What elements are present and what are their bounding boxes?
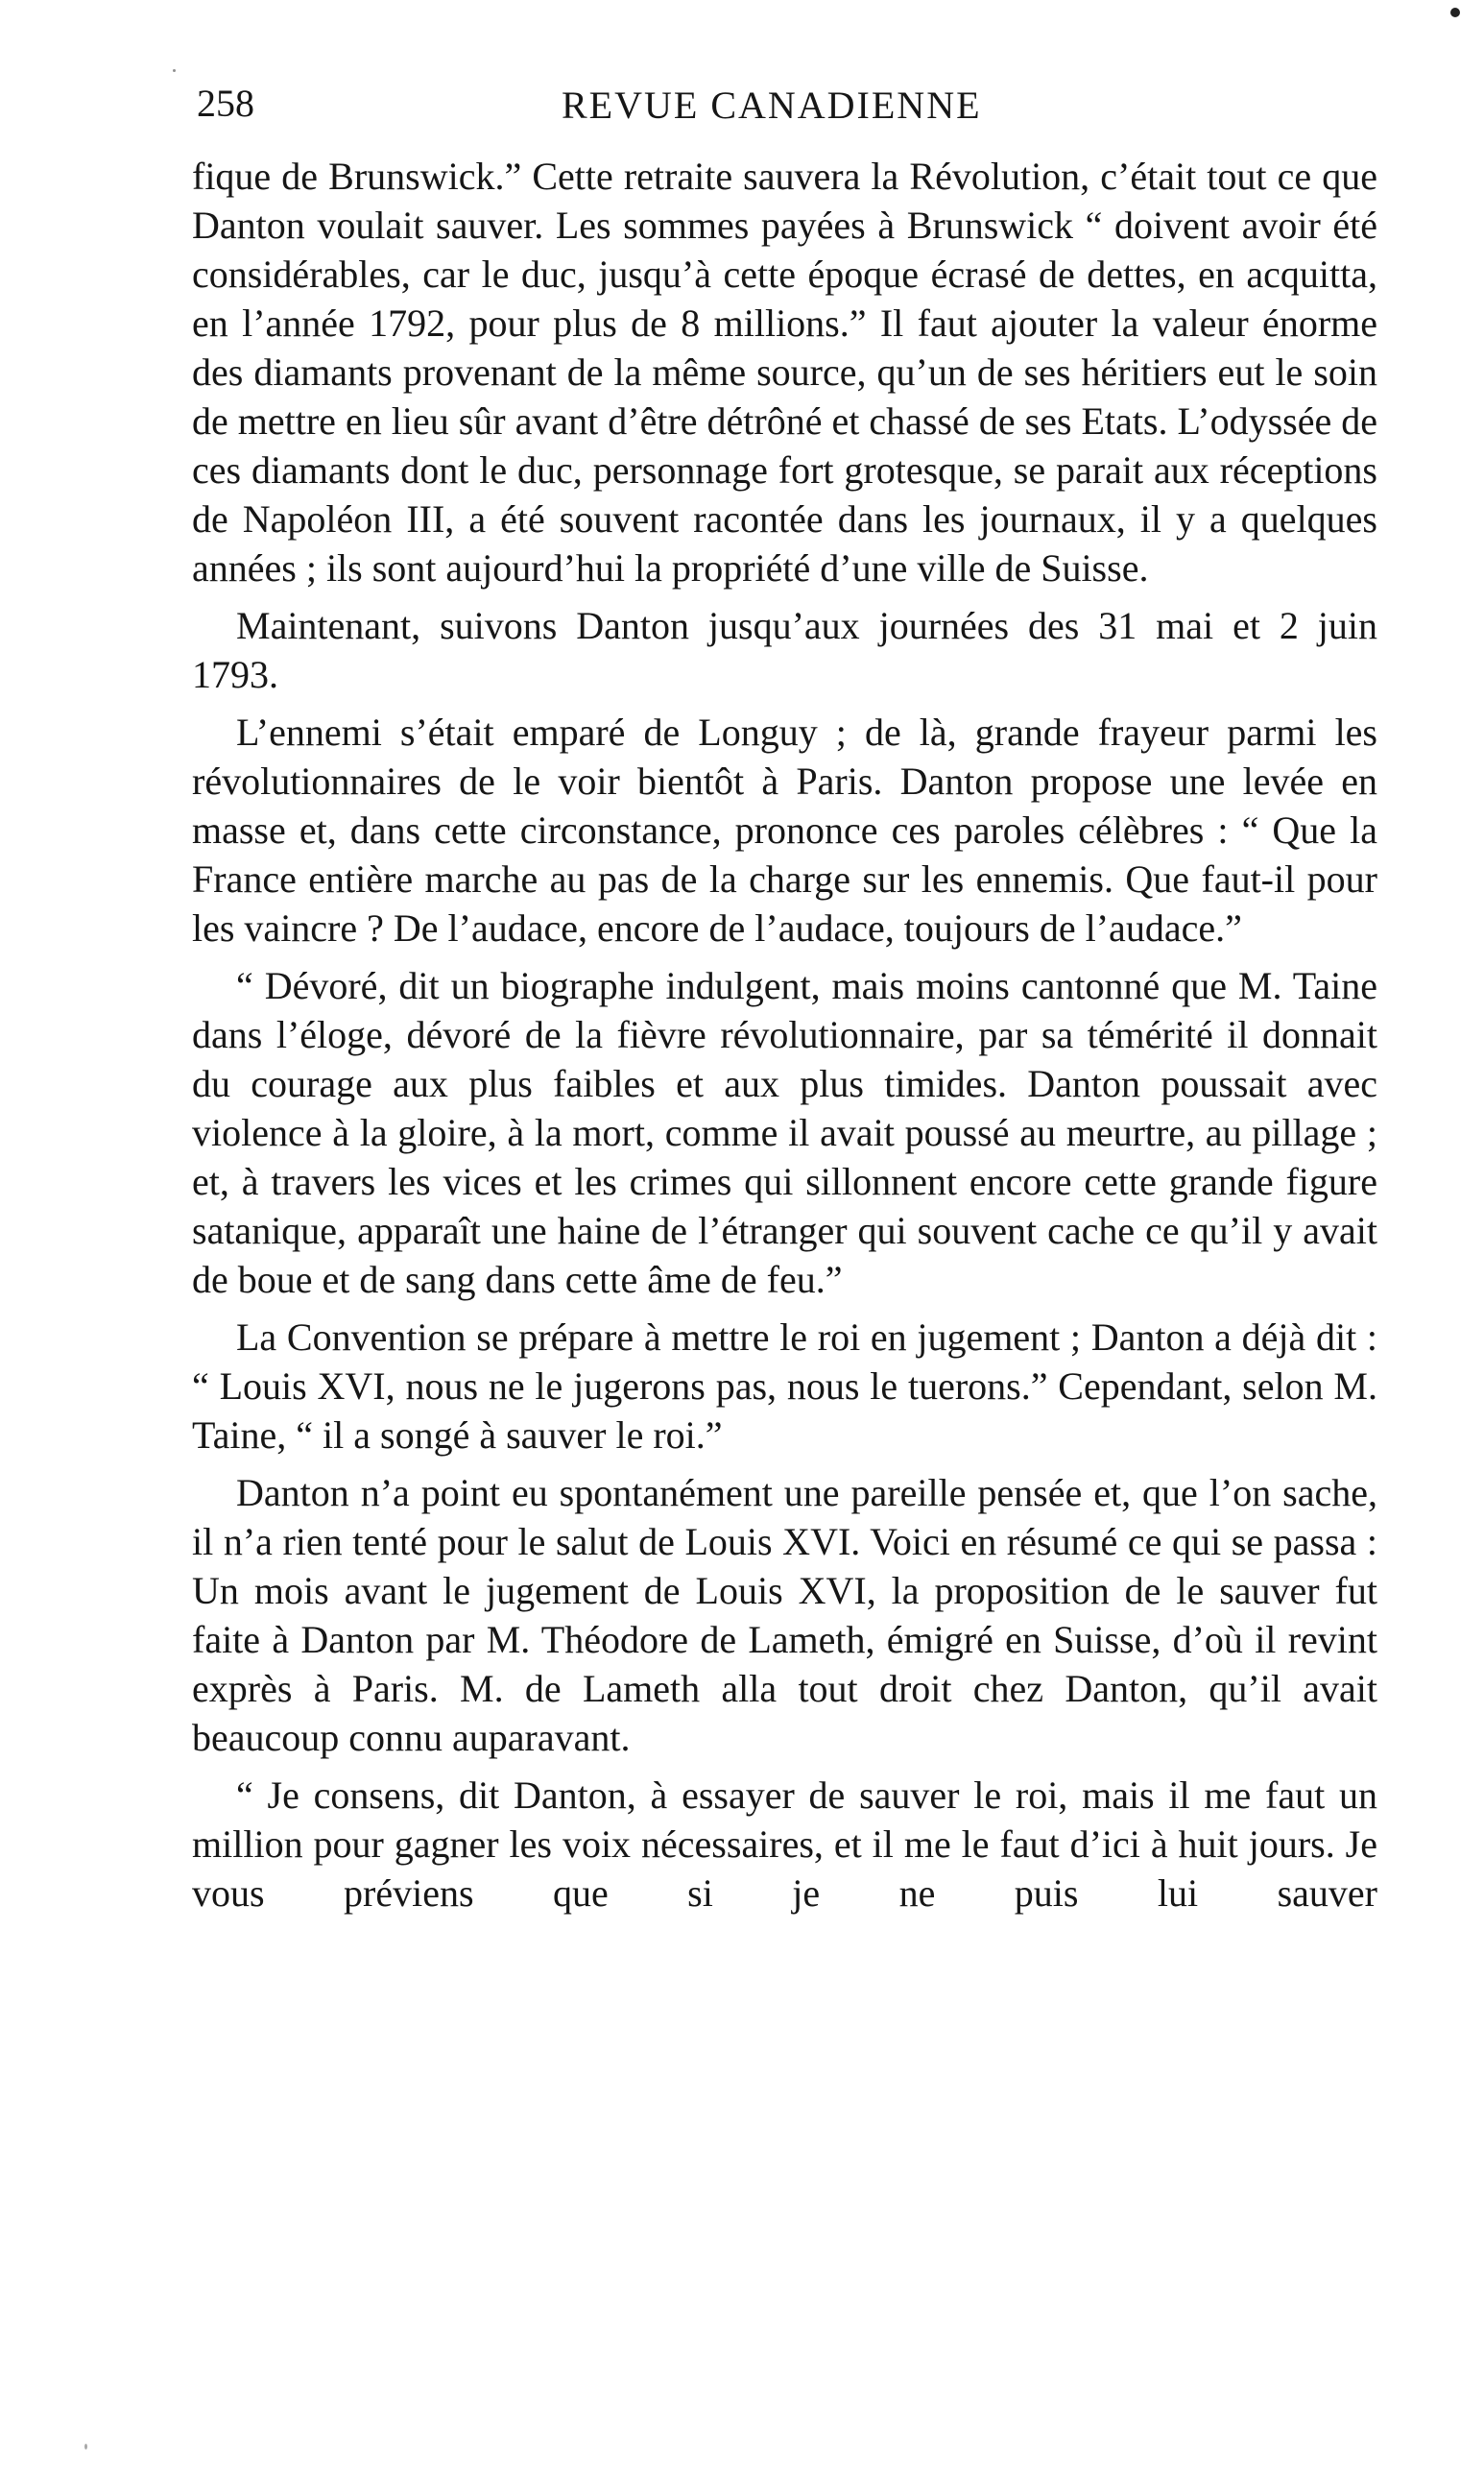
scan-speck xyxy=(173,69,176,72)
page-number: 258 xyxy=(197,82,254,125)
paragraph-3: L’ennemi s’était emparé de Longuy ; de là, grande frayeur parmi les révolutionnaires de le voir bientôt à Paris. Danton propose une levée en masse et, dans cette circonstance, prononce ces paroles célèbres : “ Que la France entière marche au pas de la charge sur les ennemis. Que faut-il pour les vaincre ? De l’audace, encore de l’audace, toujours de l’audace.” xyxy=(192,711,1377,950)
scan-speck xyxy=(84,2444,87,2449)
paragraph-4: “ Dévoré, dit un biographe indulgent, mais moins cantonné que M. Taine dans l’éloge, dévoré de la fièvre révolutionnaire, par sa témérité il donnait du courage aux plus faibles et aux plus timides. Danton poussait avec violence à la gloire, à la mort, comme il avait poussé au meurtre, au pillage ; et, à travers les vices et les crimes qui sillonnent encore cette grande figure satanique, apparaît une haine de l’étranger qui souvent cache ce qu’il y avait de boue et de sang dans cette âme de feu.” xyxy=(192,964,1377,1301)
paragraph-6: Danton n’a point eu spontanément une pareille pensée et, que l’on sache, il n’a rien tenté pour le salut de Louis XVI. Voici en résumé ce qui se passa : Un mois avant le jugement de Louis XVI, la proposition de le sauver fut faite à Danton par M. Théodore de Lameth, émigré en Suisse, d’où il revint exprès à Paris. M. de Lameth alla tout droit chez Danton, qu’il avait beaucoup connu auparavant. xyxy=(192,1471,1377,1759)
scan-speck xyxy=(1450,8,1460,17)
body-text xyxy=(192,152,1377,1918)
paragraph-2: Maintenant, suivons Danton jusqu’aux journées des 31 mai et 2 juin 1793. xyxy=(192,604,1377,696)
paragraph-5: La Convention se prépare à mettre le roi en jugement ; Danton a déjà dit : “ Louis XVI, nous ne le jugerons pas, nous le tuerons.” Cependant, selon M. Taine, “ il a songé à sauver le roi.” xyxy=(192,1315,1377,1457)
paragraph-7: “ Je consens, dit Danton, à essayer de sauver le roi, mais il me faut un million pour gagner les voix nécessaires, et il me le faut d’ici à huit jours. Je vous préviens que si je ne puis lui sauver xyxy=(192,1773,1377,1915)
scan-speck xyxy=(1292,783,1295,785)
page-header xyxy=(197,75,1377,133)
paragraph-1: fique de Brunswick.” Cette retraite sauvera la Révolution, c’était tout ce que Danton voulait sauver. Les sommes payées à Brunswick “ doivent avoir été considérables, car le duc, jusqu’à cette époque écrasé de dettes, en acquitta, en l’année 1792, pour plus de 8 millions.” Il faut ajouter la valeur énorme des diamants provenant de la même source, qu’un de ses héritiers eut le soin de mettre en lieu sûr avant d’être détrôné et chassé de ses Etats. L’odyssée de ces diamants dont le duc, personnage fort grotesque, se parait aux réceptions de Napoléon III, a été souvent racontée dans les journaux, il y a quelques années ; ils sont aujourd’hui la propriété d’une ville de Suisse. xyxy=(192,155,1377,590)
running-title: REVUE CANADIENNE xyxy=(562,84,982,127)
